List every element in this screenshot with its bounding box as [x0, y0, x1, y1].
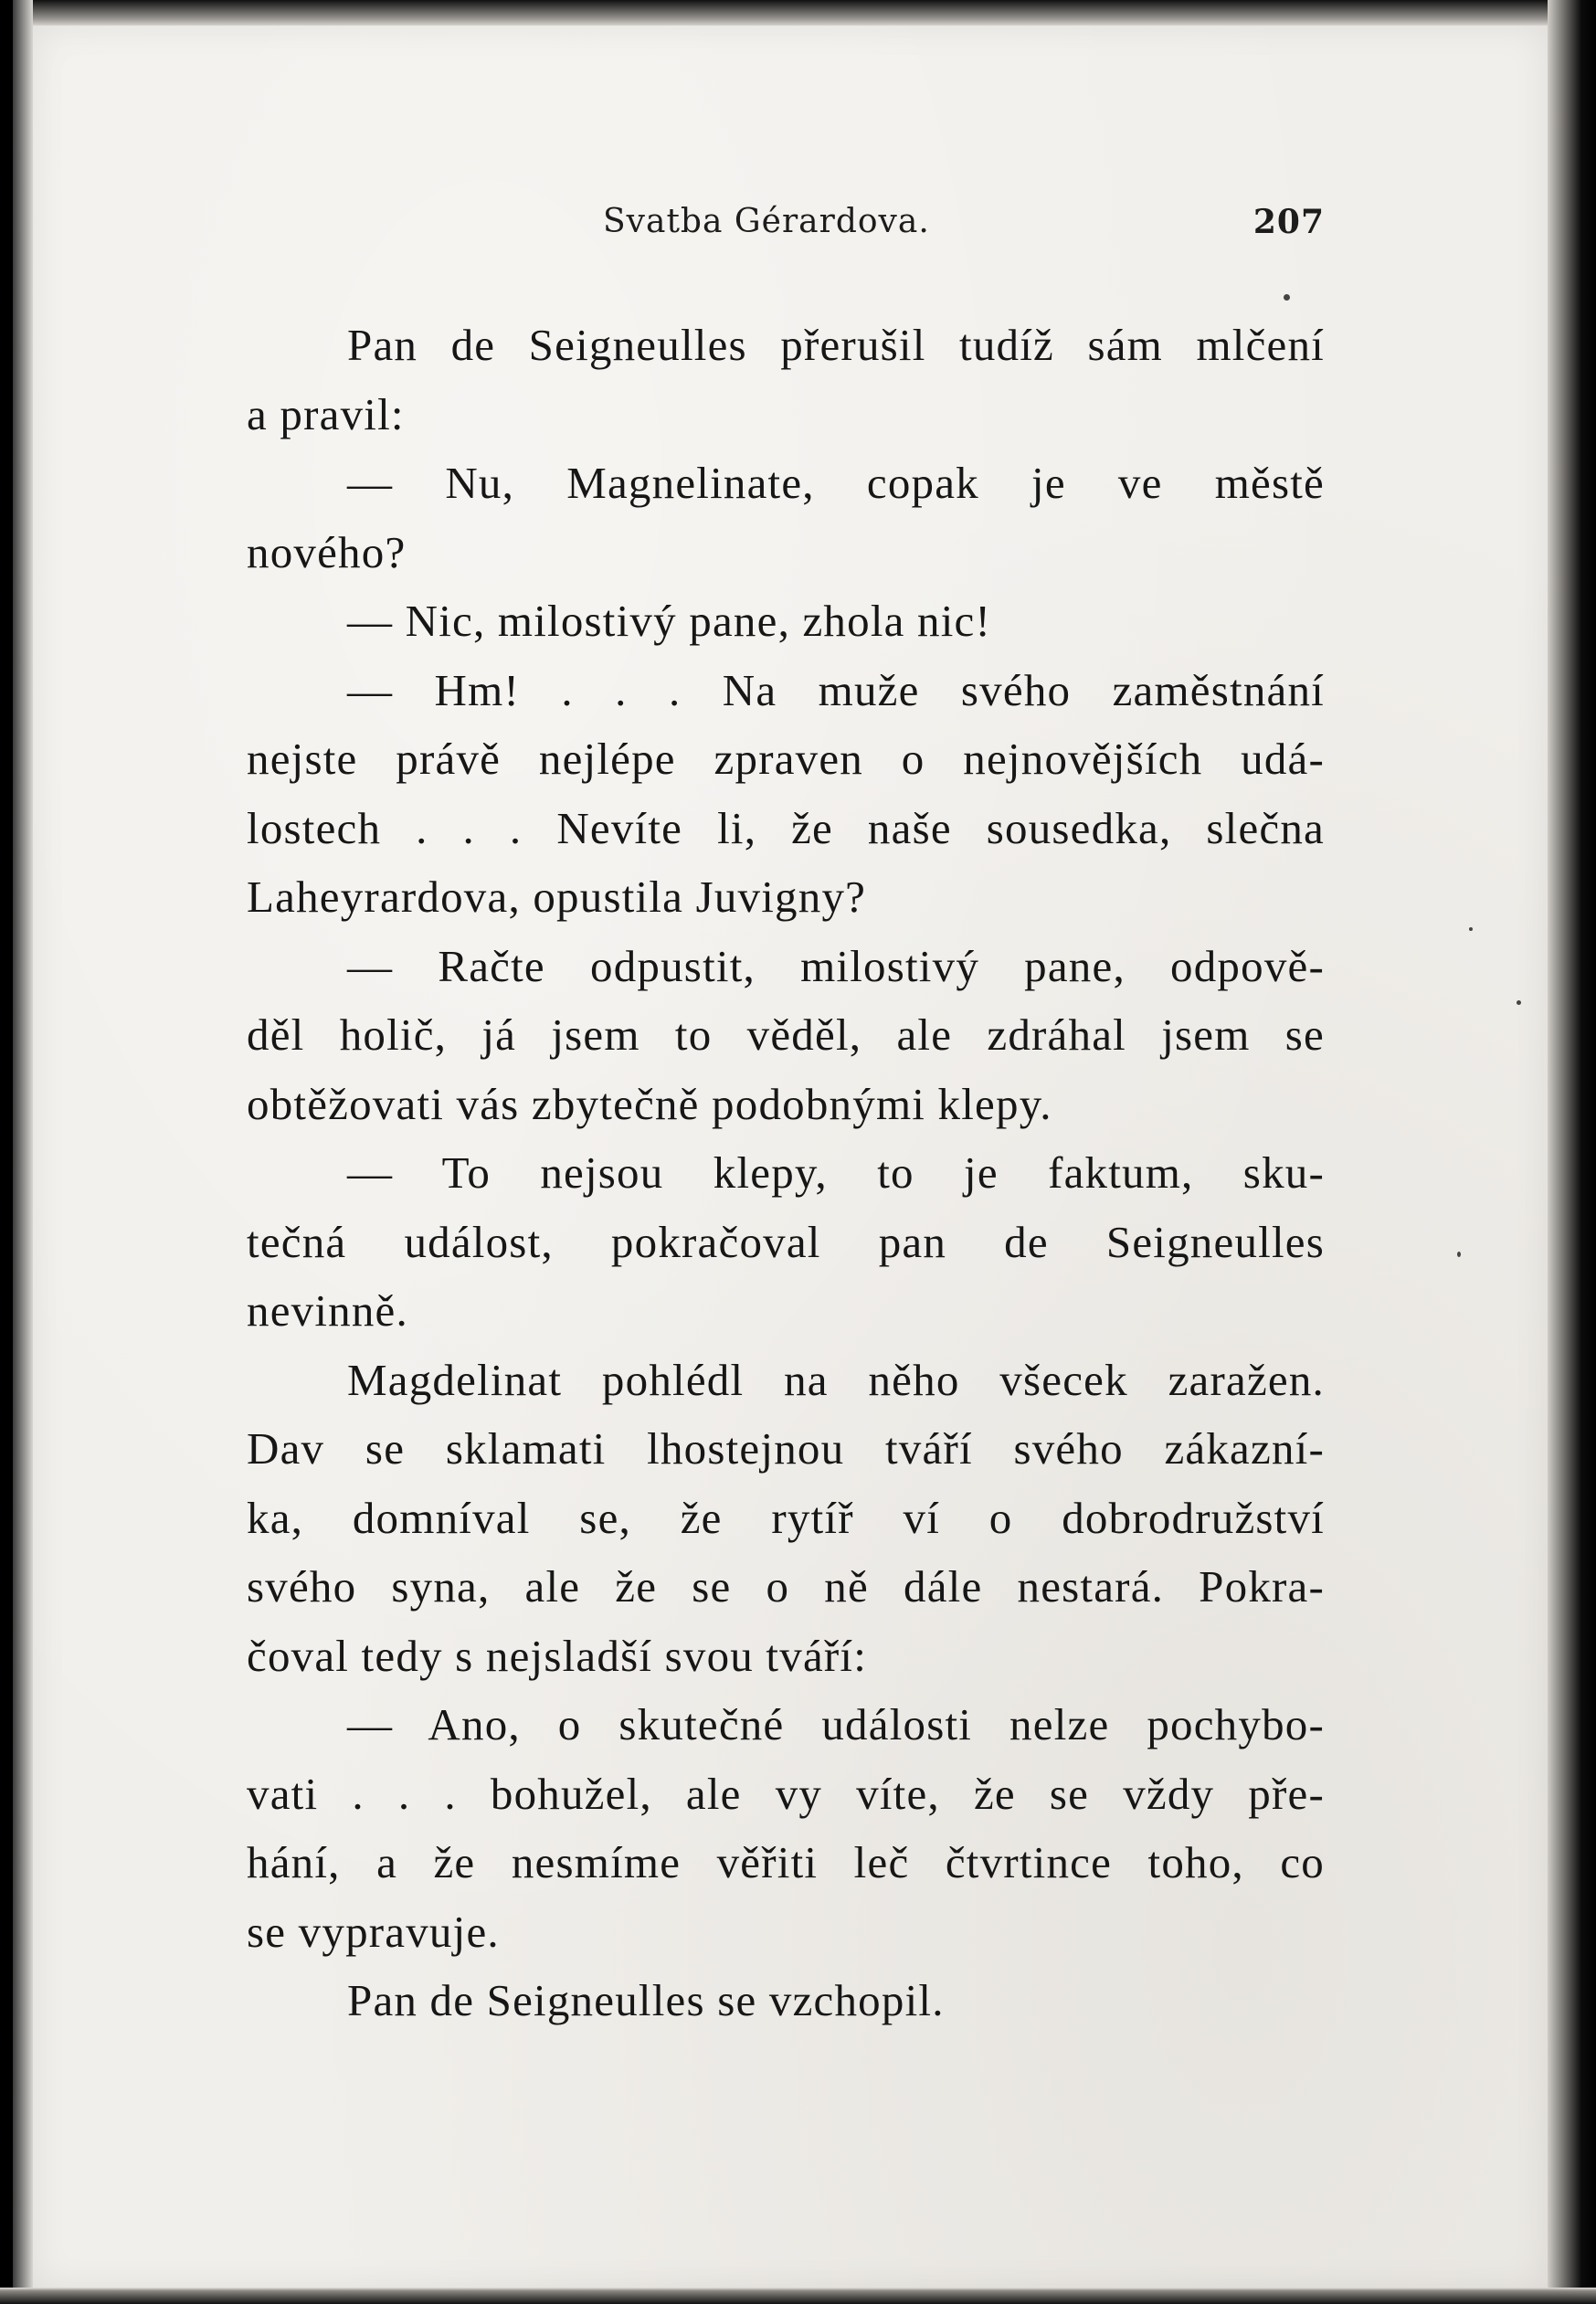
text-line: vati . . . bohužel, ale vy víte, že se vždy pře- [247, 1768, 1325, 1819]
text-line: tečná událost, pokračoval pan de Seigneulles [247, 1216, 1325, 1267]
text-line: Pan de Seigneulles přerušil tudíž sám mlčení [347, 320, 1325, 370]
text-line: čoval tedy s nejsladší svou tváří: [247, 1630, 868, 1681]
running-head [603, 203, 1325, 248]
text-line: Dav se sklamati lhostejnou tváří svého zákazní- [247, 1423, 1325, 1474]
paper-speck [1517, 1000, 1521, 1005]
text-line: nevinně. [247, 1285, 408, 1336]
text-line: — Hm! . . . Na muže svého zaměstnání [347, 664, 1325, 715]
paper-speck [1457, 1252, 1461, 1257]
text-line: — Ano, o skutečné události nelze pochybo- [347, 1699, 1325, 1749]
paper-speck [1284, 294, 1290, 301]
chapter-title: Svatba Gérardova. [603, 203, 930, 240]
text-line: — Nic, milostivý pane, zhola nic! [347, 596, 992, 646]
page-right-edge [1548, 0, 1596, 2304]
text-line: nového? [247, 526, 407, 577]
text-line: svého syna, ale že se o ně dále nestará. Pokra- [247, 1561, 1325, 1612]
page-top-edge [0, 0, 1596, 27]
text-line: — To nejsou klepy, to je faktum, sku- [347, 1147, 1325, 1198]
gutter-gradient [13, 0, 33, 2304]
text-line: obtěžovati vás zbytečně podobnými klepy. [247, 1078, 1052, 1129]
text-line: — Račte odpustit, milostivý pane, odpově- [347, 940, 1325, 991]
text-line: děl holič, já jsem to věděl, ale zdráhal jsem se [247, 1009, 1325, 1060]
text-line: — Nu, Magnelinate, copak je ve městě [347, 458, 1325, 508]
text-line: ka, domníval se, že rytíř ví o dobrodružství [247, 1492, 1325, 1543]
page-bottom-edge [0, 2288, 1596, 2304]
text-line: lostech . . . Nevíte li, že naše sousedka, slečna [247, 802, 1325, 853]
text-line: Laheyrardova, opustila Juvigny? [247, 872, 867, 922]
body-text [247, 311, 1325, 2035]
text-line: hání, a že nesmíme věřiti leč čtvrtince toho, co [247, 1837, 1325, 1887]
page-number: 207 [1252, 203, 1325, 241]
text-line: se vypravuje. [247, 1906, 500, 1957]
text-line: nejste právě nejlépe zpraven o nejnovějších udá- [247, 734, 1325, 784]
text-line: Pan de Seigneulles se vzchopil. [347, 1975, 945, 2025]
binding-shadow [0, 0, 13, 2304]
text-line: a pravil: [247, 388, 405, 439]
text-line: Magdelinat pohlédl na něho všecek zaražen. [347, 1354, 1325, 1405]
paper-speck [1469, 927, 1473, 931]
